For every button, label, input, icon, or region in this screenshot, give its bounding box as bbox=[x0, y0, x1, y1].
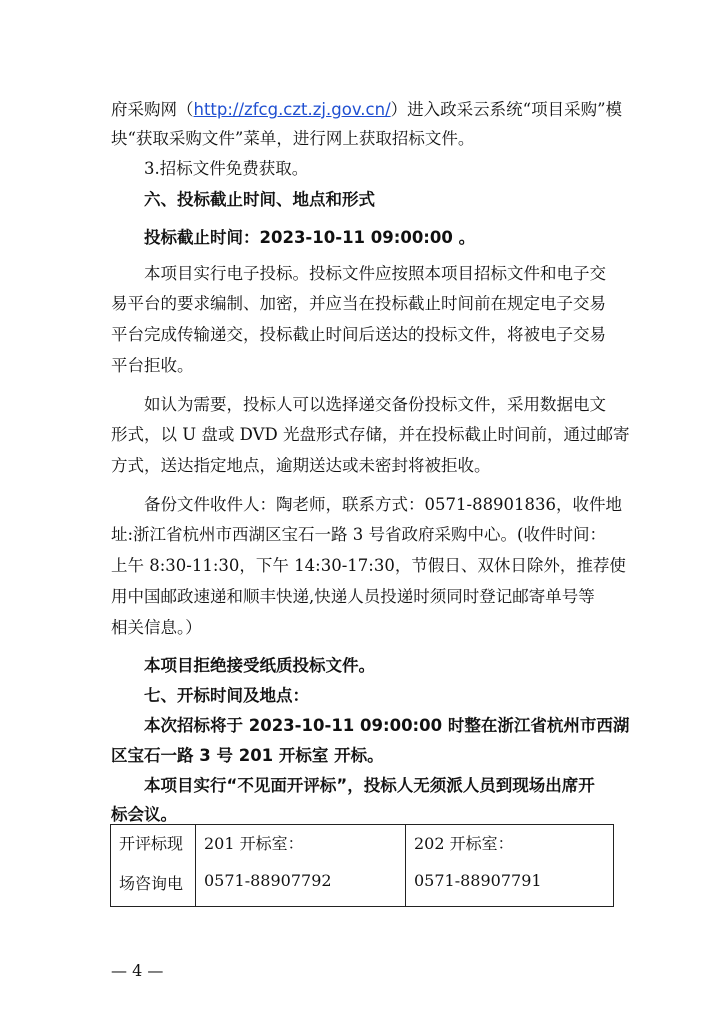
paragraph-line: 本次招标将于 2023-10-11 09:00:00 时整在浙江省杭州市西湖 bbox=[144, 716, 630, 735]
table-cell-label bbox=[111, 825, 196, 907]
paragraph-line: 形式，以 U 盘或 DVD 光盘形式存储，并在投标截止时间前，通过邮寄 bbox=[111, 425, 630, 444]
paragraph-line: 相关信息。） bbox=[111, 618, 202, 637]
table-row bbox=[111, 825, 614, 907]
label-line: 开评标现 bbox=[119, 834, 184, 853]
procurement-site-link[interactable]: http://zfcg.czt.zj.gov.cn/ bbox=[193, 100, 391, 119]
page-number: — 4 — bbox=[111, 961, 164, 980]
paragraph-line: 本项目实行电子投标。投标文件应按照本项目招标文件和电子交 bbox=[144, 264, 606, 283]
contact-table bbox=[110, 824, 614, 907]
room-phone: 0571-88907792 bbox=[204, 871, 332, 890]
paragraph-line: 平台拒收。 bbox=[111, 356, 194, 375]
paragraph-line: 址:浙江省杭州市西湖区宝石一路 3 号省政府采购中心。(收件时间： bbox=[111, 525, 606, 544]
procurement-site-line bbox=[111, 99, 622, 121]
room-phone: 0571-88907791 bbox=[414, 871, 542, 890]
table-cell-room-202 bbox=[406, 825, 614, 907]
paragraph-line: 区宝石一路 3 号 201 开标室 开标。 bbox=[111, 746, 384, 765]
paragraph-line: 上午 8:30-11:30，下午 14:30-17:30，节假日、双休日除外，推荐使 bbox=[111, 556, 626, 575]
list-item-3: 3.招标文件免费获取。 bbox=[144, 159, 309, 178]
paragraph-line: 备份文件收件人：陶老师，联系方式：0571-88901836，收件地 bbox=[144, 495, 623, 514]
paragraph-line: 标会议。 bbox=[111, 805, 177, 824]
room-label: 202 开标室： bbox=[414, 834, 514, 853]
table-cell-room-201 bbox=[196, 825, 406, 907]
paragraph-line: 块“获取采购文件”菜单，进行网上获取招标文件。 bbox=[111, 129, 475, 148]
paragraph-line: 平台完成传输递交，投标截止时间后送达的投标文件，将被电子交易 bbox=[111, 325, 606, 344]
label-line: 场咨询电 bbox=[119, 874, 184, 893]
text-segment: ）进入政采云系统“项目采购”模 bbox=[390, 100, 623, 119]
paragraph-line: 用中国邮政速递和顺丰快递,快递人员投递时须同时登记邮寄单号等 bbox=[111, 587, 595, 606]
text-segment: 府采购网（ bbox=[111, 100, 194, 119]
room-label: 201 开标室： bbox=[204, 834, 304, 853]
paragraph-line: 如认为需要，投标人可以选择递交备份投标文件，采用数据电文 bbox=[144, 395, 606, 414]
paragraph-line: 易平台的要求编制、加密，并应当在投标截止时间前在规定电子交易 bbox=[111, 294, 606, 313]
bid-deadline: 投标截止时间：2023-10-11 09:00:00 。 bbox=[144, 228, 476, 247]
section-6-heading: 六、投标截止时间、地点和形式 bbox=[144, 190, 375, 209]
section-7-heading: 七、开标时间及地点： bbox=[144, 686, 309, 705]
paragraph-line: 方式，送达指定地点，逾期送达或未密封将被拒收。 bbox=[111, 456, 491, 475]
paragraph-line: 本项目实行“不见面开评标”，投标人无须派人员到现场出席开 bbox=[144, 776, 595, 795]
reject-paper-notice: 本项目拒绝接受纸质投标文件。 bbox=[144, 656, 375, 675]
